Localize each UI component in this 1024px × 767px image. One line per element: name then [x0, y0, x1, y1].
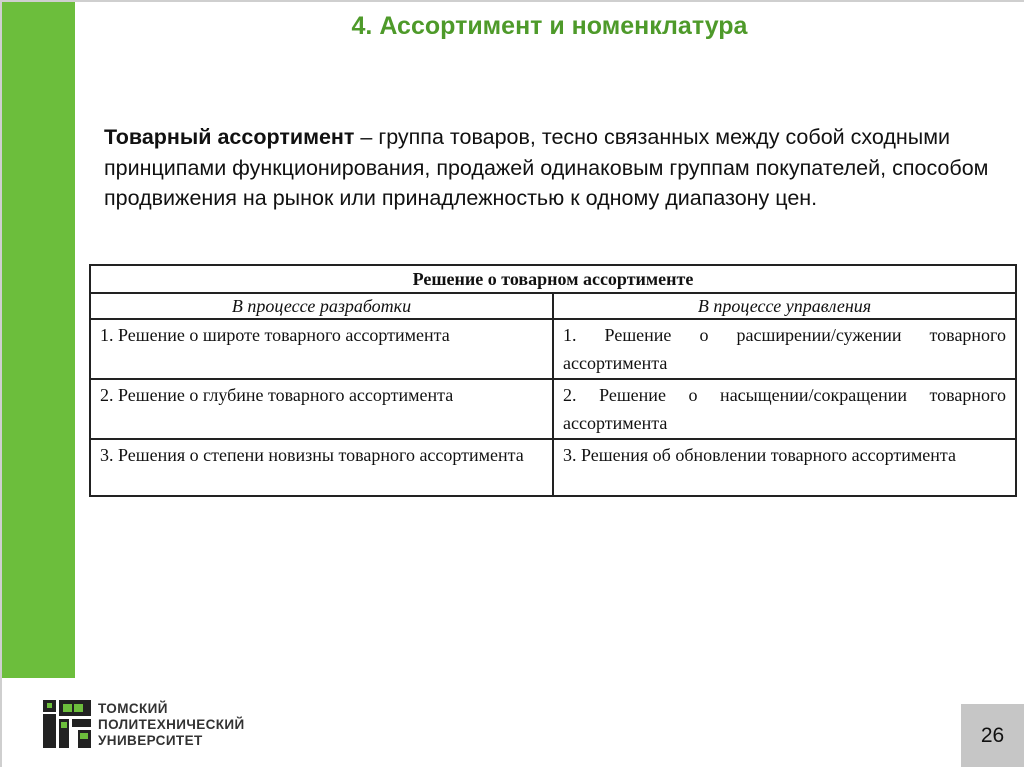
table-cell: 1. Решение о расширении/сужении товарного ассортимента: [553, 319, 1016, 379]
table-header: Решение о товарном ассортименте: [90, 265, 1016, 293]
tpu-logo-icon: [43, 700, 91, 748]
table-row: [90, 379, 1016, 439]
decisions-table: [89, 264, 1017, 497]
table-cell: 3. Решения об обновлении товарного ассортимента: [553, 439, 1016, 496]
slide-top-border: [0, 0, 1024, 2]
definition-text: – группа товаров, тесно связанных между собой сходными принципами функционирования, продажей одинаковым группам покупателей, способом продвижения на рынок или принадлежностью к одному диапазону цен.: [104, 125, 989, 210]
accent-sidebar: [2, 2, 75, 678]
table-cell: 1. Решение о широте товарного ассортимента: [90, 319, 553, 379]
university-name: [98, 701, 245, 749]
university-name-line: УНИВЕРСИТЕТ: [98, 733, 203, 748]
table-cell: 2. Решение о глубине товарного ассортимента: [90, 379, 553, 439]
column-header-development: В процессе разработки: [90, 293, 553, 319]
definition-term: Товарный ассортимент: [104, 125, 355, 149]
table-column-row: [90, 293, 1016, 319]
definition-paragraph: [104, 122, 1004, 214]
university-name-line: ТОМСКИЙ: [98, 701, 168, 716]
column-header-management: В процессе управления: [553, 293, 1016, 319]
page-number: 26: [961, 704, 1024, 767]
table-row: [90, 319, 1016, 379]
slide-title: 4. Ассортимент и номенклатура: [351, 12, 748, 40]
table-cell: 3. Решения о степени новизны товарного ассортимента: [90, 439, 553, 496]
table-row: [90, 439, 1016, 496]
table-header-row: [90, 265, 1016, 293]
table-cell: 2. Решение о насыщении/сокращении товарного ассортимента: [553, 379, 1016, 439]
university-name-line: ПОЛИТЕХНИЧЕСКИЙ: [98, 717, 245, 732]
